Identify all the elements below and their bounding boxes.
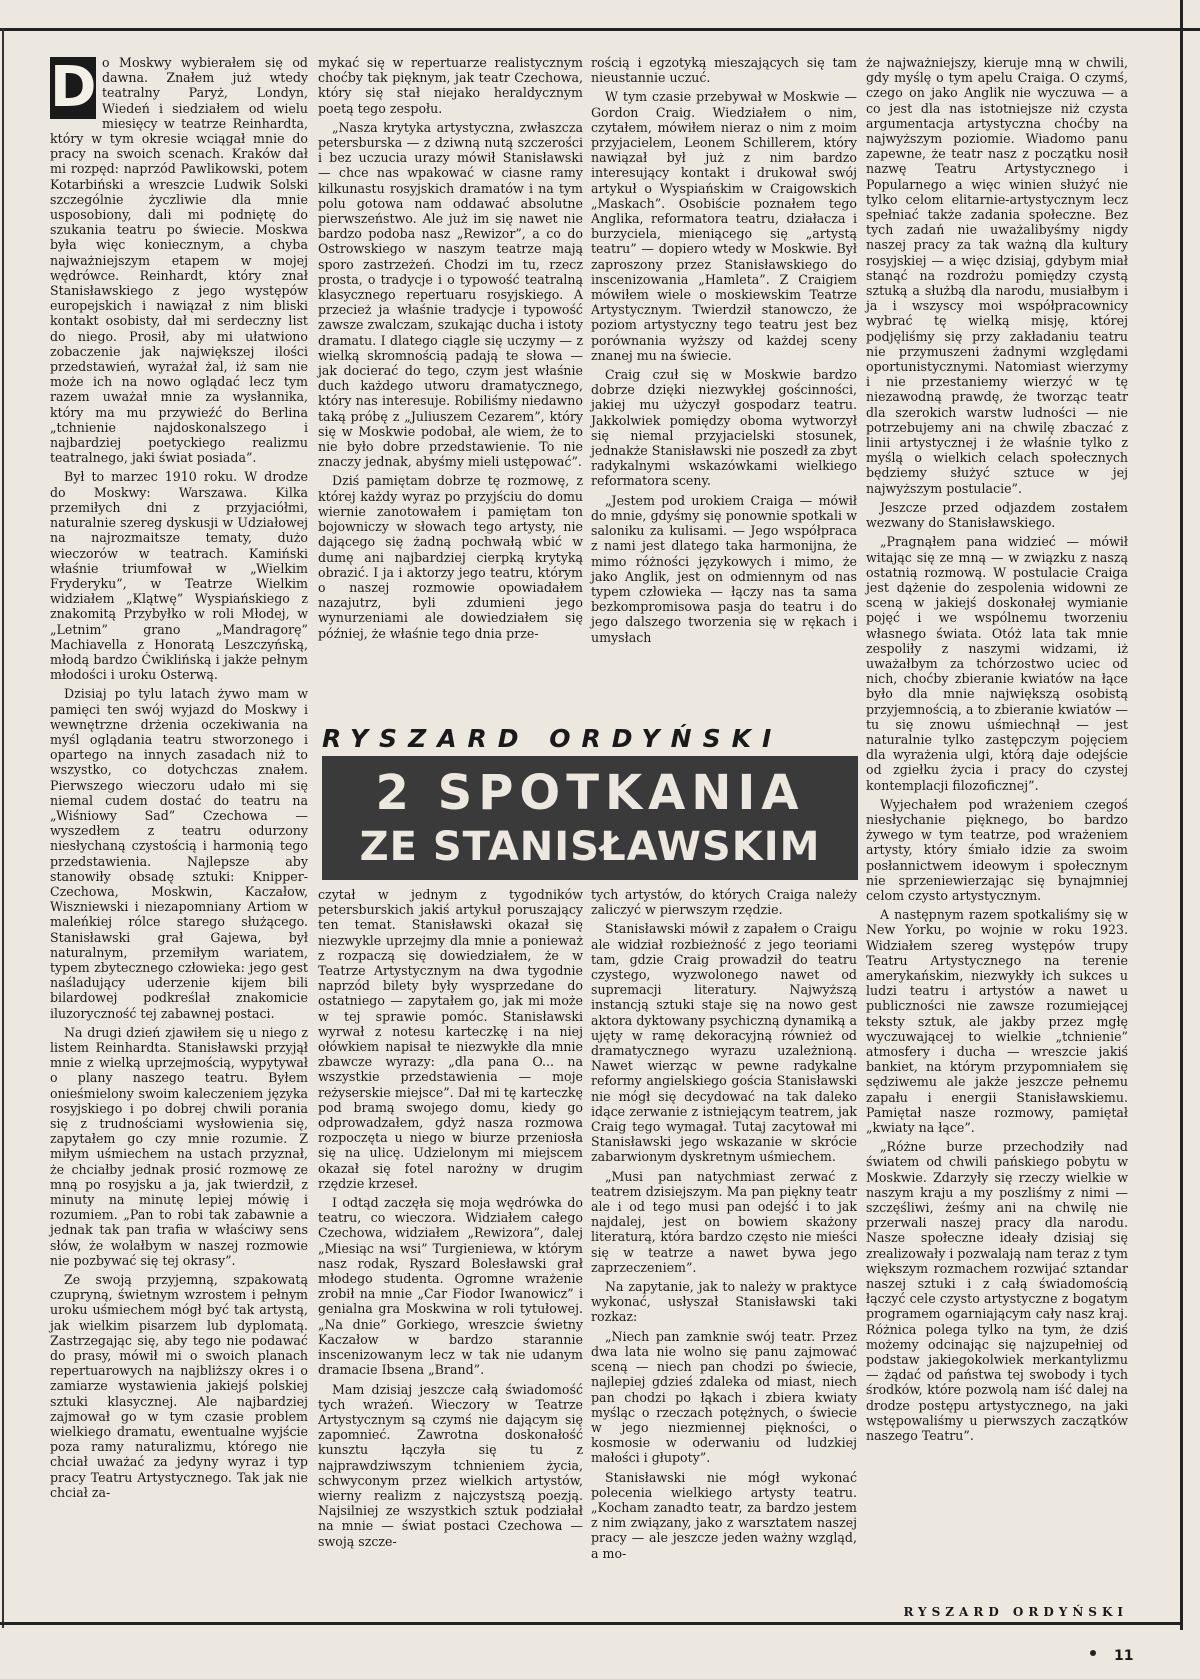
- bottom-rule: [0, 1622, 1183, 1625]
- article-title-box: [322, 756, 858, 880]
- paragraph: „Pragnąłem pana widzieć — mówił witając się ze mną — w związku z naszą ostatnią rozmową. W postulacie Craiga jest dążenie do zespolenia widowni ze sceną w jakiejś doskonałej wymianie pojęć i we wspólnemu tworzeniu własnego świata. Otóż lata tak mnie zespoliły z naszymi widzami, iż uważałbym za tchórzostwo uciec od nich, choćby zbieranie kwiatów na łące było dla mnie największą osobistą przyjemnością, a to zbieranie kwiatów — tu się znowu uśmiechnął — jest naturalnie tylko zastępczym pojęciem dla wyrażenia ulgi, którą daje odejście od zgiełku życia i pracy do czystej kontemplacji filozoficznej”.: [866, 534, 1128, 793]
- article-title-line-1: 2 SPOTKANIA: [375, 765, 805, 821]
- paragraph: Jeszcze przed odjazdem zostałem wezwany do Stanisławskiego.: [866, 499, 1128, 531]
- article-column-2-bottom: [318, 887, 583, 1607]
- article-column-3-top: [591, 55, 857, 715]
- paragraph: Ze swoją przyjemną, szpakowatą czupryną, świetnym wzrostem i pełnym uroku uśmiechem mógł być tak artystą, jak wielkim pisarzem lub dyplomatą. Zastrzegając się, aby tego nie podawać do prasy, mówił mi o swoich planach repertuarowych na najbliższy okres i o zamiarze wystawienia jakiejś polskiej sztuki klasycznej. Ale najbardziej zajmował go w tym czasie problem wielkiego dramatu, ewentualne wyjście poza ramy naturalizmu, którego nie chciał uważać za jedyny wyraz i typ pracy Teatru Artystycznego. Tak jak nie chciał za-: [50, 1272, 308, 1500]
- paragraph: „Niech pan zamknie swój teatr. Przez dwa lata nie wolno się panu zajmować sceną — niech pan chodzi po świecie, najlepiej gdzieś zdaleka od miast, niech pan chodzi po łąkach i zbiera kwiaty myśląc o rzeczach potężnych, o świecie w jego niezmiennej piękności, o kosmosie w oderwaniu od ludzkiej małości i głupoty”.: [591, 1328, 857, 1466]
- paragraph: tych artystów, do których Craiga należy zaliczyć w pierwszym rzędzie.: [591, 887, 857, 918]
- paragraph: że najważniejszy, kieruje mną w chwili, gdy myślę o tym apelu Craiga. O czymś, czego on jako Anglik nie wyczuwa — a co jest dla nas istotniejsze niż czysta argumentacja artystyczna choćby na najwyższym poziomie. Wiadomo panu zapewne, że teatr nasz z początku nosił nazwę Teatru Artystycznego i Popularnego a więc winien służyć nie tylko celom elitarnie-artystycznym lecz spełniać także zadania społeczne. Bez tych zadań nie uważalibyśmy nigdy naszej pracy za tak ważną dla kultury rosyjskiej — a więc dzisiaj, gdybym miał stanąć na rozdrożu pomiędzy czystą sztuką a służbą dla narodu, musiałbym i ja i wszyscy moi współpracownicy wybrać tę wielką misję, której podjęliśmy się przy zakładaniu teatru nie przymuszeni żadnymi względami oportunistycznymi. Natomiast wierzymy i nie przestaniemy wierzyć w tę niezawodną prawdę, że tworząc teatr dla szerokich warstw ludności — nie potrzebujemy ani na chwilę zbaczać z linii artystycznej i że właśnie tylko z myślą o wielkich celach społecznych będziemy służyć sztuce w jej najwyższym postulacie”.: [866, 55, 1128, 496]
- byline: RYSZARD ORDYŃSKI: [322, 724, 783, 753]
- paragraph: czytał w jednym z tygodników petersburskich jakiś artykuł poruszający ten temat. Stanisławski okazał się niezwykle uprzejmy dla mnie a ponieważ z rozpaczą się dowiedziałem, że w Teatrze Artystycznym na dwa tygodnie naprzód bilety były wysprzedane do ostatniego — zapytałem go, jak mi może w tej sprawie pomóc. Stanisławski wyrwał z notesu karteczkę i na niej ołówkiem napisał te niezwykłe dla mnie zbawcze wyrazy: „dla pana O... na wszystkie przedstawienia — moje reżyserskie miejsce”. Dał mi tę karteczkę pod bramą swojego domu, kiedy go odprowadzałem, gdyż nasza rozmowa rozpoczęta u niego w biurze przeniosła się na ulicę. Udzielonym mi miejscem okazał się fotel narożny w drugim rzędzie krzeseł.: [318, 887, 583, 1191]
- paragraph: W tym czasie przebywał w Moskwie — Gordon Craig. Wiedziałem o nim, czytałem, mówiłem nieraz o nim z moim przyjacielem, Leonem Schillerem, który nawiązał był już z nim bardzo interesujący kontakt i drukował swój artykuł o Wyspiańskim w Craigowskich „Maskach”. Osobiście poznałem tego Anglika, reformatora teatru, działacza i burzyciela, mieniącego się „artystą teatru” — dopiero wtedy w Moskwie. Był zaproszony przez Stanisławskiego do inscenizowania „Hamleta”. Z Craigiem mówiłem wiele o moskiewskim Teatrze Artystycznym. Twierdził stanowczo, że poziom artystyczny tego teatru jest bez porównania wyższy od każdej sceny znanej mu na świecie.: [591, 89, 857, 363]
- paragraph: Na zapytanie, jak to należy w praktyce wykonać, usłyszał Stanisławski taki rozkaz:: [591, 1279, 857, 1325]
- paragraph: I odtąd zaczęła się moja wędrówka do teatru, co wieczora. Widziałem całego Czechowa, widziałem „Rewizora”, dalej „Miesiąc na wsi” Turgieniewa, w którym nasz rodak, Ryszard Bolesławski grał młodego studenta. Ogromne wrażenie zrobił na mnie „Car Fiodor Iwanowicz” i genialna gra Moskwina w roli tytułowej. „Na dnie” Gorkiego, wreszcie świetny Kaczałow w bardzo starannie inscenizowanym lecz w tak nie udanym dramacie Ibsena „Brand”.: [318, 1195, 583, 1378]
- paragraph: „Nasza krytyka artystyczna, zwłaszcza petersburska — z dziwną nutą szczerości i bez uczucia urazy mówił Stanisławski — chce nas wpakować w ciasne ramy kilkunastu rosyjskich dramatów i na tym polu gotowa nam oddawać absolutne pierwszeństwo. Ale już im się nawet nie bardzo podoba nasz „Rewizor”, a co do Ostrowskiego w naszym teatrze mają sporo zastrzeżeń. Chodzi im tu, rzecz prosta, o tradycje i o typowość teatralną klasycznego repertuaru rosyjskiego. A przecież ja właśnie tradycje i typowość zawsze zwalczam, szukając ducha i istoty dramatu. I dlatego ciągle się uczymy — z wielką skromnością padają te słowa — jak docierać do tego, czym jest właśnie duch każdego utworu dramatycznego, który nas interesuje. Robiliśmy niedawno taką próbę z „Juliuszem Cezarem”, który się w Moskwie podobał, ale wiem, że to nie było dobre przedstawienie. To nie znaczy jednak, abyśmy mieli ustępować”.: [318, 119, 583, 470]
- paragraph: „Jestem pod urokiem Craiga — mówił do mnie, gdyśmy się ponownie spotkali w saloniku za kulisami. — Jego współpraca z nami jest dlatego taka harmonijna, że mimo różności językowych i mimo, że jako Anglik, jest on odmiennym od nas typem człowieka — łączy nas ta sama bezkompromisowa pasja do teatru i do jego dalszego tworzenia się w rękach i umysłach: [591, 492, 857, 645]
- right-rule: [1180, 0, 1183, 1630]
- paragraph: Mam dzisiaj jeszcze całą świadomość tych wrażeń. Wieczory w Teatrze Artystycznym są czymś nie dającym się zapomnieć. Zawrotna doskonałość kunsztu łączyła się tu z najprawdziwszym tchnieniem życia, schwyconym przez wielkich artystów, wierny realizm z najczystszą poezją. Najsilniej ze wszystkich sztuk podziałał na mnie — świat postaci Czechowa — swoją szcze-: [318, 1381, 583, 1549]
- bullet-mark: [1090, 1650, 1096, 1656]
- article-column-1: [50, 55, 308, 1605]
- left-rule: [2, 28, 4, 1628]
- author-signature: RYSZARD ORDYŃSKI: [903, 1605, 1128, 1619]
- article-column-3-bottom: [591, 887, 857, 1607]
- paragraph: „Musi pan natychmiast zerwać z teatrem dzisiejszym. Ma pan piękny teatr ale i od tego musi pan odejść i to jak najdalej, jest on bowiem skażony literaturą, która bardzo często nie mieści się w teatrze a nawet bywa jego zaprzeczeniem”.: [591, 1168, 857, 1275]
- paragraph: mykać się w repertuarze realistycznym choćby tak pięknym, jak teatr Czechowa, który się stał niejako heraldycznym poetą tego zespołu.: [318, 55, 583, 116]
- paragraph: D o Moskwy wybierałem się od dawna. Znałem już wtedy teatralny Paryż, Londyn, Wiedeń i siedziałem od wielu miesięcy w teatrze Reinhardta, który w tym okresie wciągał mnie do pracy na swoich scenach. Kraków dał mi rozpęd: naprzód Pawlikowski, potem Kotarbiński a wreszcie Ludwik Solski szczególnie życzliwie dla mnie usposobiony, dali mi podniętę do szukania teatru po świecie. Moskwa była więc koniecznym, a chyba najważniejszym etapem w mojej wędrówce. Reinhardt, który znał Stanisławskiego z jego występów europejskich i nawiązał z nim bliski kontakt osobisty, dał mi serdeczny list do niego. Prosił, aby mi ułatwiono zobaczenie jak największej ilości przedstawień, wyrażał żal, iż sam nie może ich na nowo oglądać lecz tym razem uważał mnie za wysłannika, który ma mu przywieźć do Berlina „tchnienie najdoskonalszego i najbardziej poetyckiego realizmu teatralnego, jaki świat posiada”.: [50, 55, 308, 466]
- paragraph: Dziś pamiętam dobrze tę rozmowę, z której każdy wyraz po przyjściu do domu wiernie zanotowałem i pamiętam ton bojowniczy w słowach tego artysty, nie dającego się żadną pochwałą wbić w dumę ani najbardziej cierpką krytyką obrazić. I ja i aktorzy jego teatru, którym o naszej rozmowie opowiadałem nazajutrz, byli zdumieni jego wynurzeniami ale dowiedziałem się później, że właśnie tego dnia prze-: [318, 473, 583, 641]
- paragraph: Był to marzec 1910 roku. W drodze do Moskwy: Warszawa. Kilka przemiłych dni z przyjaciółmi, naturalnie szereg dyskusji w Udziałowej na najrozmaitsze tematy, dużo wieczorów w teatrach. Kamiński właśnie triumfował w „Wielkim Fryderyku”, w Teatrze Wielkim widziałem „Klątwę” Wyspiańskiego z znakomitą Przybyłko w roli Młodej, w „Letnim” grano „Mandragorę” Machiavella z Honoratą Leszczyńską, młodą bardzo Ćwiklińską i jakże pełnym młodości i uroku Osterwą.: [50, 469, 308, 683]
- paragraph: „Różne burze przechodziły nad światem od chwili pańskiego pobytu w Moskwie. Zdarzyły się rzeczy wielkie w naszym kraju a my poszliśmy z nimi — szczęśliwi, żeśmy ani na chwilę nie przerwali naszej pracy dla narodu. Nasze społeczne ideały dzisiaj się zrealizowały i pozwalają nam teraz z tym większym rozmachem rozwijać sztandar naszej sztuki i z całą świadomością łączyć cele czysto artystyczne z bogatym programem ogarniającym cały nasz kraj. Różnica polega tylko na tym, że dziś możemy odcinając się najzupełniej od podstaw jakiegokolwiek merkantylizmu — żądać od państwa tej swobody i tych środków, które pozwolą nam iść dalej na drodze postępu artystycznego, na jaki wstępowaliśmy u pierwszych zaczątków naszego Teatru”.: [866, 1139, 1128, 1444]
- page-number: 11: [1114, 1648, 1134, 1664]
- paragraph: rością i egzotyką mieszających się tam nieustannie uczuć.: [591, 55, 857, 86]
- paragraph: Dzisiaj po tylu latach żywo mam w pamięci ten swój wyjazd do Moskwy i wewnętrzne drżenia oczekiwania na myśl oglądania teatru stworzonego i opartego na innych zasadach niż to wszystko, co dotychczas znałem. Pierwszego wieczoru udało mi się niemal cudem dostać do teatru na „Wiśniowy Sad” Czechowa — wyszedłem z teatru odurzony niesłychaną czystością i harmonią tego przedstawienia. Najlepsze aby stanowiły obsadę sztuki: Knipper-Czechowa, Moskwin, Kaczałow, Wiszniewski i niezapomniany Artiom w maleńkiej rólce starego służącego. Stanisławski grał Gajewa, był naturalnym, przemiłym wariatem, typem zbytecznego człowieka: jego gest naśladujący uderzenie kijem bili bilardowej podkreślał znakomicie iluzoryczność tej zabawnej postaci.: [50, 686, 308, 1021]
- drop-cap: D: [50, 55, 97, 120]
- paragraph: Stanisławski nie mógł wykonać polecenia wielkiego artysty teatru. „Kocham zanadto teatr, za bardzo jestem z nim związany, jako z warsztatem naszej pracy — ale jeszcze jeden ważny wzgląd, a mo-: [591, 1469, 857, 1561]
- article-title-line-2: ZE STANISŁAWSKIM: [359, 824, 821, 870]
- paragraph: A następnym razem spotkaliśmy się w New Yorku, po wojnie w roku 1923. Widziałem szereg występów trupy Teatru Artystycznego na terenie amerykańskim, niezwykły ich sukces u ludzi teatru i artystów a nawet u publiczności nie zawsze rozumiejącej teksty sztuk, ale jakby przez mgłę wyczuwającej to wielkie „tchnienie” atmosfery i ducha — wreszcie jakiś bankiet, na którym przypomniałem się sędziwemu ale jakże jeszcze pełnemu zapału i energii Stanisławskiemu. Pamiętał nasze rozmowy, pamiętał „kwiaty na łące”.: [866, 907, 1128, 1136]
- top-rule: [0, 28, 1200, 31]
- paragraph: Na drugi dzień zjawiłem się u niego z listem Reinhardta. Stanisławski przyjął mnie z wielką uprzejmością, wypytywał o plany naszego teatru. Byłem onieśmielony swoim kaleczeniem języka rosyjskiego i po dobrej chwili porania się z trudnościami wysłowienia się, zapytałem go czy mnie rozumie. Z miłym uśmiechem na ustach przyznał, że chciałby jednak prosić rozmowę ze mną po rosyjsku a ja, jak twierdził, z minuty na minutę lepiej mówię i rozumiem. „Pan to robi tak zabawnie a jednak tak pan trafia w właściwy sens słów, że wolałbym w naszej rozmowie nie pozbywać się tej okrasy”.: [50, 1024, 308, 1268]
- article-column-4: [866, 55, 1128, 1605]
- article-column-2-top: [318, 55, 583, 715]
- paragraph: Stanisławski mówił z zapałem o Craigu ale widział rozbieżność z jego teoriami tam, gdzie Craig prowadził do teatru czystego, wyzwolonego nawet od supremacji literatury. Najwyższą instancją sztuki staje się na nowo gest aktora dyktowany psychiczną dynamiką a ujęty w ramę dekoracyjną również od dramatycznego wyrazu uzależnioną. Nawet wierząc w pewne radykalne reformy angielskiego gościa Stanisławski nie mógł się decydować na tak daleko idące zerwanie z istniejącym teatrem, jak Craig tego wymagał. Tutaj zacytował mi Stanisławski jego wskazanie w skrócie zabarwionym dyskretnym uśmiechem.: [591, 921, 857, 1165]
- paragraph: Craig czuł się w Moskwie bardzo dobrze dzięki niezwykłej gościnności, jakiej mu użyczył gospodarz teatru. Jakkolwiek pomiędzy oboma wytworzył się niemal przyjacielski stosunek, jednakże Stanisławski nie poszedł za zbyt radykalnymi wskazówkami wielkiego reformatora sceny.: [591, 367, 858, 489]
- paragraph: Wyjechałem pod wrażeniem czegoś niesłychanie pięknego, bo bardzo żywego w tym teatrze, pod wrażeniem artysty, który śmiało idzie za swoim posłannictwem ideowym i społecznym nie sprzeniewierzając się bynajmniej celom czysto artystycznym.: [866, 796, 1128, 903]
